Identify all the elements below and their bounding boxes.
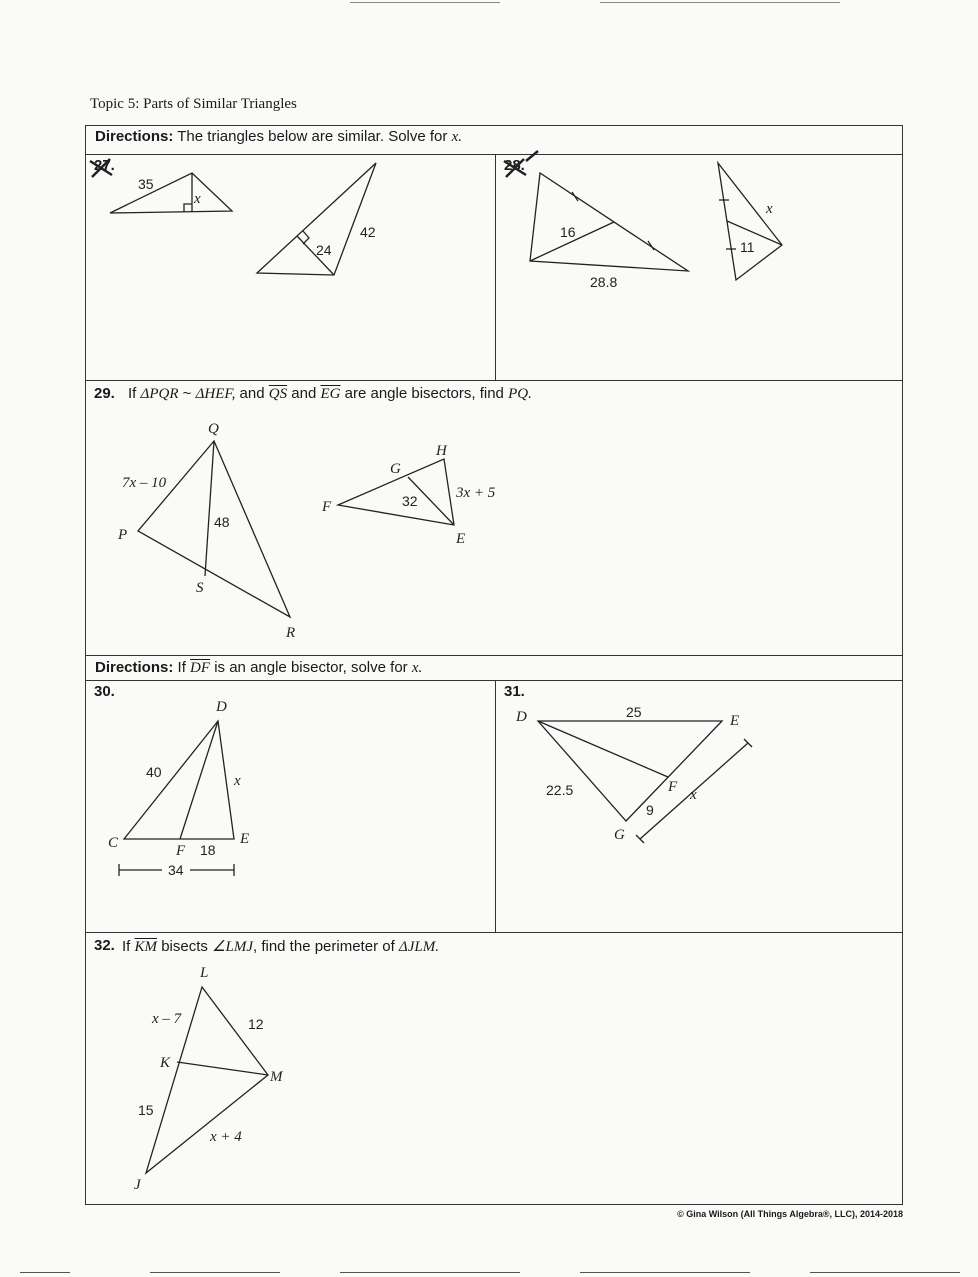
triangle-small — [110, 173, 232, 213]
label-22-5: 22.5 — [546, 782, 574, 798]
vertex-s: S — [196, 580, 204, 596]
directions-text: is an angle bisector, solve for — [214, 659, 408, 676]
label-x-4: x + 4 — [210, 1129, 242, 1145]
vertex-l: L — [200, 965, 209, 981]
label-32: 32 — [402, 493, 418, 509]
figure-32 — [86, 933, 486, 1203]
vertex-m: M — [270, 1069, 283, 1085]
label-x: x — [690, 787, 697, 803]
segment-name: $\overline{QS}$ — [268, 386, 288, 402]
vertex-e: E — [456, 531, 466, 547]
directions-1 — [86, 126, 902, 146]
text-fragment: and — [239, 385, 265, 402]
label-9: 9 — [646, 802, 654, 818]
directions-label: Directions: — [95, 128, 174, 145]
figure-31 — [496, 681, 896, 921]
problem-number: 29. — [94, 385, 115, 402]
vertex-f: F — [322, 499, 332, 515]
label-x-7: x – 7 — [152, 1011, 182, 1027]
similar-symbol: ~ — [182, 385, 192, 402]
directions-2 — [86, 656, 902, 677]
row-30-31 — [86, 681, 902, 933]
vertex-r: R — [286, 625, 296, 641]
vertex-k: K — [160, 1055, 171, 1071]
topic-title: Topic 5: Parts of Similar Triangles — [90, 96, 297, 112]
bisector-df — [180, 721, 218, 839]
directions-label: Directions: — [95, 659, 174, 676]
problem-27 — [86, 155, 496, 380]
vertex-e: E — [730, 713, 740, 729]
segment-name: $\overline{DF}$ — [190, 660, 211, 676]
vertex-f: F — [668, 779, 678, 795]
label-35: 35 — [138, 176, 154, 192]
problem-number: 28. — [504, 157, 525, 174]
scan-edge — [580, 1272, 750, 1273]
vertex-j: J — [134, 1177, 141, 1193]
copyright-footer: © Gina Wilson (All Things Algebra®, LLC), 2014-2018 — [677, 1209, 903, 1219]
vertex-d: D — [516, 709, 527, 725]
label-x: x — [766, 201, 773, 217]
vertex-h: H — [436, 443, 447, 459]
label-24: 24 — [316, 242, 332, 258]
label-16: 16 — [560, 224, 576, 240]
row-29 — [86, 381, 902, 656]
triangle-large — [257, 163, 376, 275]
row-32 — [86, 933, 902, 1206]
label-x: x — [234, 773, 241, 789]
text-fragment: and — [291, 385, 317, 402]
label-x: x — [194, 191, 201, 207]
label-11: 11 — [740, 239, 755, 255]
label-34: 34 — [168, 862, 184, 878]
triangle-left — [530, 173, 688, 271]
problem-31 — [496, 681, 902, 932]
directions-row-2 — [86, 656, 902, 681]
scan-edge — [600, 2, 840, 3]
text-fragment: are angle bisectors, find — [344, 385, 504, 402]
text-fragment: bisects — [161, 938, 208, 955]
label-40: 40 — [146, 764, 162, 780]
triangle-name: ΔHEF, — [195, 386, 236, 402]
vertex-e: E — [240, 831, 250, 847]
text-fragment: If — [177, 659, 186, 676]
vertex-g: G — [390, 461, 401, 477]
text-fragment: If — [122, 938, 131, 955]
text-fragment: If — [128, 385, 137, 402]
target-segment: PQ. — [508, 386, 532, 402]
vertex-c: C — [108, 835, 119, 851]
label-7x-10: 7x – 10 — [122, 475, 167, 491]
label-15: 15 — [138, 1102, 154, 1118]
segment-name: $\overline{EG}$ — [320, 386, 341, 402]
segment-name: $\overline{KM}$ — [134, 939, 158, 955]
directions-text: The triangles below are similar. Solve for — [177, 128, 448, 145]
scan-edge — [20, 1272, 70, 1273]
triangle-cde — [124, 721, 234, 839]
problem-number: 31. — [504, 683, 525, 700]
triangle-deg — [538, 721, 722, 821]
bisector-qs — [205, 441, 214, 576]
vertex-f: F — [176, 843, 186, 859]
problem-28 — [496, 155, 902, 380]
scan-edge — [350, 2, 500, 3]
triangle-name: ΔJLM. — [398, 939, 439, 955]
text-fragment: , find the perimeter of — [253, 938, 395, 955]
cross-mark — [504, 151, 538, 177]
label-48: 48 — [214, 514, 230, 530]
directions-variable: x. — [411, 660, 423, 676]
problem-number: 32. — [94, 937, 115, 954]
vertex-p: P — [118, 527, 128, 543]
worksheet-table — [85, 125, 903, 1205]
problem-30 — [86, 681, 496, 932]
tick-mark — [572, 192, 578, 201]
label-12: 12 — [248, 1016, 264, 1032]
directions-row-1 — [86, 126, 902, 155]
row-27-28 — [86, 155, 902, 381]
problem-number: 27. — [94, 157, 115, 174]
label-28-8: 28.8 — [590, 274, 618, 290]
bisector-df — [538, 721, 668, 777]
scan-edge — [150, 1272, 280, 1273]
label-18: 18 — [200, 842, 216, 858]
scan-edge — [810, 1272, 960, 1273]
bisector-km — [177, 1062, 268, 1075]
label-3x-5: 3x + 5 — [456, 485, 496, 501]
vertex-q: Q — [208, 421, 219, 437]
scan-edge — [340, 1272, 520, 1273]
figure-28 — [496, 155, 896, 355]
label-25: 25 — [626, 704, 642, 720]
vertex-d: D — [216, 699, 227, 715]
right-angle-mark — [184, 204, 192, 212]
right-angle-mark — [303, 231, 309, 244]
figure-27 — [86, 155, 486, 355]
figure-29 — [86, 381, 886, 641]
label-42: 42 — [360, 224, 376, 240]
figure-30 — [86, 681, 486, 921]
vertex-g: G — [614, 827, 625, 843]
angle-name: ∠LMJ — [212, 939, 253, 955]
problem-number: 30. — [94, 683, 115, 700]
cross-mark — [90, 159, 112, 177]
triangle-name: ΔPQR — [140, 386, 179, 402]
directions-variable: x. — [451, 129, 462, 145]
